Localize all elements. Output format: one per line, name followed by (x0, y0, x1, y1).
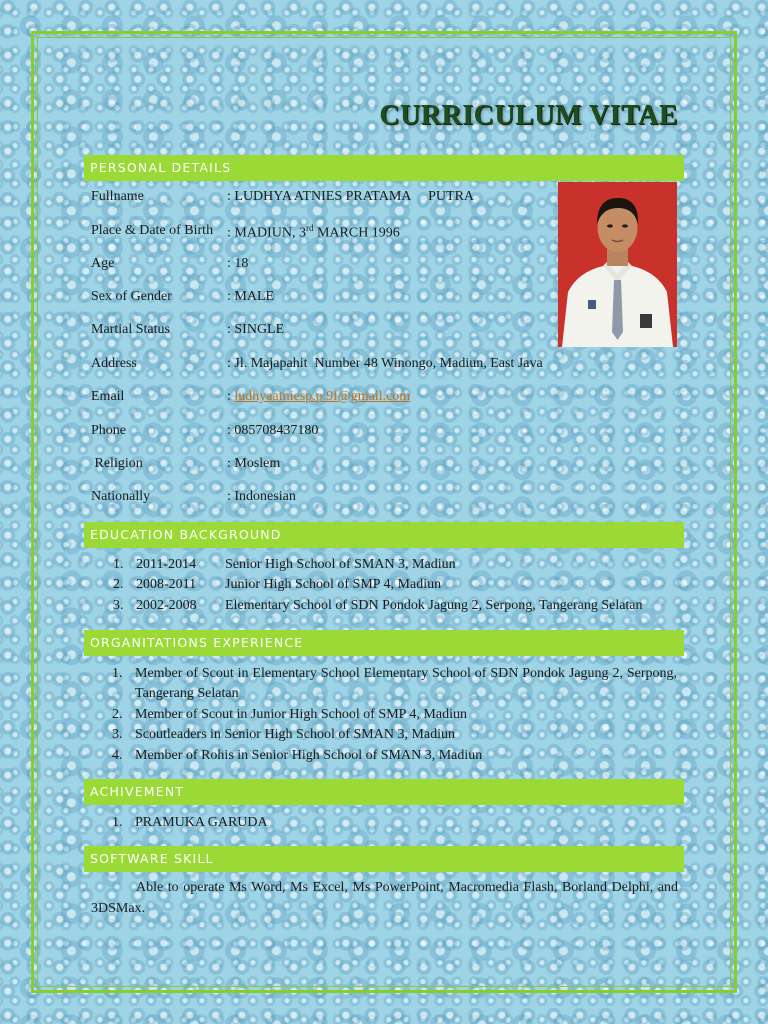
organization-text: Member of Scout in Elementary School Elementary School of SDN Pondok Jagung 2, Serpong, Tangerang Selatan (135, 666, 677, 701)
education-school: Senior High School of SMAN 3, Madiun (225, 557, 456, 572)
list-number: 2. (112, 707, 123, 722)
list-number: 1. (112, 666, 123, 681)
value-birth-place-day: : MADIUN, 3 (227, 225, 306, 241)
cv-title: CURRICULUM VITAE (379, 100, 678, 131)
email-prefix: : (227, 389, 235, 404)
education-years: 2011-2014 (136, 557, 197, 572)
profile-photo (558, 182, 677, 347)
organization-text: Member of Scout in Junior High School of SMP 4, Madiun (135, 707, 467, 722)
value-address: : Jl. Majapahit Number 48 Winongo, Madiun, East Java (227, 356, 543, 371)
label-phone: Phone (91, 423, 126, 438)
section-header-organizations: ORGANITATIONS EXPERIENCE (84, 630, 684, 656)
value-marital: : SINGLE (227, 322, 285, 337)
label-marital: Martial Status (91, 322, 170, 337)
label-email: Email (91, 389, 125, 404)
section-header-achievement: ACHIVEMENT (84, 779, 684, 805)
organization-text: Scoutleaders in Senior High School of SMAN 3, Madiun (135, 727, 456, 742)
value-birth-suffix: rd (305, 223, 314, 233)
list-number: 4. (112, 748, 123, 763)
value-birth-month-year: MARCH 1996 (313, 225, 400, 241)
list-number: 1. (113, 557, 124, 572)
section-header-education: EDUCATION BACKGROUND (84, 522, 684, 548)
list-item (112, 813, 677, 833)
label-religion: Religion (91, 456, 143, 471)
section-header-personal: PERSONAL DETAILS (84, 155, 684, 181)
software-skill-text: Able to operate Ms Word, Ms Excel, Ms PowerPoint, Macromedia Flash, Borland Delphi, and 3DSMax. (91, 880, 678, 916)
education-school: Elementary School of SDN Pondok Jagung 2, Serpong, Tangerang Selatan (225, 598, 643, 613)
education-years: 2008-2011 (136, 577, 197, 592)
organization-text: Member of Rohis in Senior High School of SMAN 3, Madiun (135, 748, 483, 763)
list-item (112, 705, 677, 725)
label-sex: Sex of Gender (91, 289, 172, 304)
email-link[interactable]: ludhyaatniesp.p.9f@gmail.com (234, 389, 411, 404)
section-header-software: SOFTWARE SKILL (84, 846, 684, 872)
list-number: 1. (112, 815, 123, 830)
label-fullname: Fullname (91, 189, 144, 204)
achievement-text: PRAMUKA GARUDA (135, 815, 268, 830)
value-fullname: : LUDHYA ATNIES PRATAMA PUTRA (227, 189, 475, 204)
profile-photo-image (558, 182, 677, 347)
value-email (227, 389, 410, 405)
label-age: Age (91, 256, 115, 271)
value-sex: : MALE (227, 289, 275, 304)
value-phone: : 085708437180 (227, 423, 319, 438)
education-years: 2002-2008 (136, 598, 197, 613)
list-item (112, 725, 677, 745)
label-birth: Place & Date of Birth (91, 223, 214, 238)
list-number: 2. (113, 577, 124, 592)
value-religion: : Moslem (227, 456, 281, 471)
label-address: Address (91, 356, 137, 371)
value-age: : 18 (227, 256, 249, 271)
list-number: 3. (113, 598, 124, 613)
label-nationality: Nationally (91, 489, 151, 504)
value-birth (227, 223, 400, 242)
education-school: Junior High School of SMP 4, Madiun (225, 577, 442, 592)
value-nationality: : Indonesian (227, 489, 296, 504)
list-item (112, 746, 677, 766)
list-item (112, 664, 677, 704)
list-number: 3. (112, 727, 123, 742)
